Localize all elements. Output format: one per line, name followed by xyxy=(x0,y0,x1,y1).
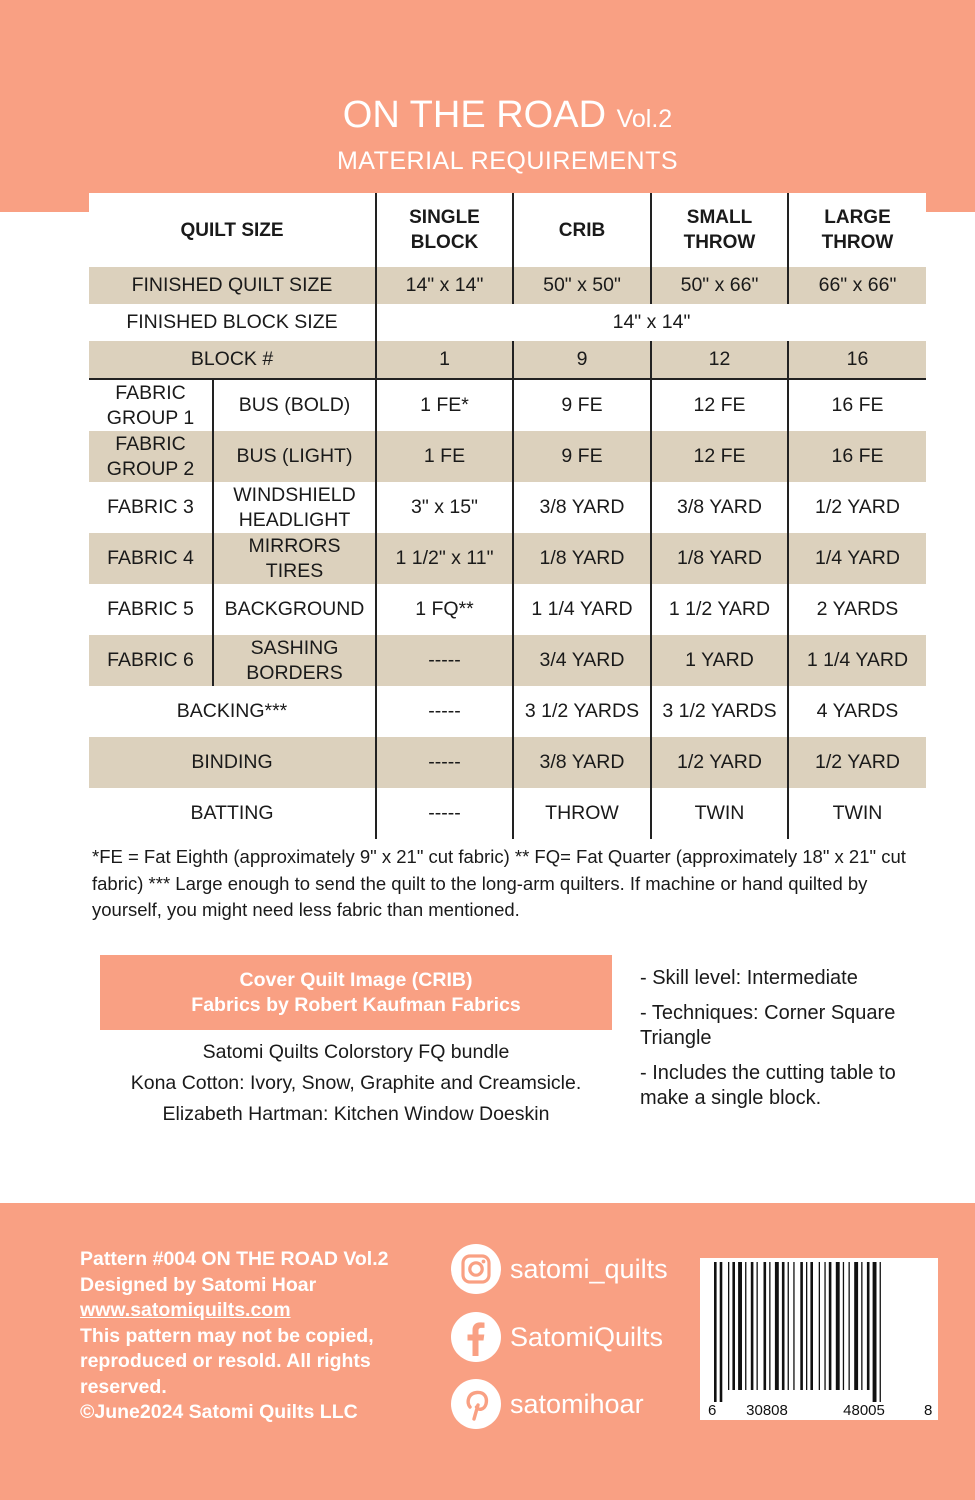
barcode-bar xyxy=(793,1262,794,1390)
barcode-bar xyxy=(757,1262,758,1390)
barcode-digit-last: 8 xyxy=(924,1402,933,1419)
cover-fabric-list xyxy=(100,1040,612,1133)
page-title: ON THE ROAD Vol.2 xyxy=(342,94,673,136)
fabric-line: Kona Cotton: Ivory, Snow, Graphite and Creamsicle. xyxy=(130,1072,582,1094)
material-requirements-table xyxy=(89,193,926,839)
fabric-line: Elizabeth Hartman: Kitchen Window Doeskin xyxy=(162,1103,550,1125)
fabric-line: Satomi Quilts Colorstory FQ bundle xyxy=(202,1041,510,1063)
barcode-bar xyxy=(880,1262,881,1402)
large-throw-header: LARGE THROW xyxy=(788,193,926,267)
page-subtitle: MATERIAL REQUIREMENTS xyxy=(336,147,679,175)
barcode-bar xyxy=(788,1262,789,1390)
barcode-bar xyxy=(751,1262,754,1390)
skill-level-note: - Skill level: Intermediate xyxy=(640,967,858,989)
fabric-row-group1: FABRIC GROUP 1 BUS (BOLD) 1 FE* 9 FE 12 FE 16 FE xyxy=(89,379,926,431)
single-block-header: SINGLE BLOCK xyxy=(376,193,513,267)
barcode-digits-right: 48005 xyxy=(843,1402,885,1419)
table-footnote: *FE = Fat Eighth (approximately 9" x 21" cut fabric) ** FQ= Fat Quarter (approximately 18" x 21" cut fabric) *** Large enough to send the quilt to the long-arm quilters. If machine or hand quilted by yourself, you might need less fabric than mentioned. xyxy=(92,846,906,920)
instagram-link[interactable] xyxy=(450,1243,700,1295)
pattern-notes xyxy=(640,966,930,1121)
pinterest-link[interactable] xyxy=(450,1378,700,1430)
backing-row: BACKING*** ----- 3 1/2 YARDS 3 1/2 YARDS 4 YARDS xyxy=(89,686,926,737)
barcode-digits-left: 30808 xyxy=(746,1402,788,1419)
pattern-credits xyxy=(80,1247,450,1426)
cover-quilt-box xyxy=(100,955,612,1030)
crib-header: CRIB xyxy=(513,193,651,267)
fabric-row-group2: FABRIC GROUP 2 BUS (LIGHT) 1 FE 9 FE 12 FE 16 FE xyxy=(89,431,926,482)
barcode-graphic xyxy=(700,1258,938,1420)
pinterest-handle: satomihoar xyxy=(510,1388,644,1419)
techniques-note: - Techniques: Corner Square Triangle xyxy=(640,1001,896,1049)
pattern-number: Pattern #004 ON THE ROAD Vol.2 xyxy=(80,1248,389,1270)
rights-notice: This pattern may not be copied, reproduced or resold. All rights reserved. xyxy=(80,1324,374,1398)
barcode-bar xyxy=(819,1262,820,1390)
fabric-row-5: FABRIC 5 BACKGROUND 1 FQ** 1 1/4 YARD 1 1/2 YARD 2 YARDS xyxy=(89,584,926,635)
batting-row: BATTING ----- THROW TWIN TWIN xyxy=(89,788,926,839)
barcode-bar xyxy=(836,1262,840,1390)
barcode-bar xyxy=(873,1262,877,1402)
barcode-bar xyxy=(720,1262,723,1402)
finished-block-size-row: FINISHED BLOCK SIZE 14" x 14" xyxy=(89,304,926,341)
cutting-table-note: - Includes the cutting table to make a single block. xyxy=(640,1061,896,1109)
fabric-row-6: FABRIC 6 SASHING BORDERS ----- 3/4 YARD 1 YARD 1 1/4 YARD xyxy=(89,635,926,686)
barcode-digit-first: 6 xyxy=(708,1402,717,1419)
barcode-bar xyxy=(728,1262,729,1390)
barcode-bar xyxy=(854,1262,858,1390)
barcode-bar xyxy=(714,1262,717,1402)
barcode-bar xyxy=(738,1262,742,1390)
designer-credit: Designed by Satomi Hoar xyxy=(80,1273,317,1296)
barcode-bar xyxy=(861,1262,862,1390)
table-header-row xyxy=(89,193,926,267)
copyright-notice: ©June2024 Satomi Quilts LLC xyxy=(80,1401,358,1423)
fabric-row-4: FABRIC 4 MIRRORS TIRES 1 1/2" x 11" 1/8 YARD 1/8 YARD 1/4 YARD xyxy=(89,533,926,584)
quilt-size-header: QUILT SIZE xyxy=(180,219,284,241)
barcode-bar xyxy=(732,1262,735,1390)
facebook-link[interactable] xyxy=(450,1311,700,1363)
barcode-bar xyxy=(764,1262,767,1390)
barcode-bar xyxy=(775,1262,779,1390)
barcode-bar xyxy=(745,1262,746,1390)
fabric-row-3: FABRIC 3 WINDSHIELD HEADLIGHT 3" x 15" 3/8 YARD 3/8 YARD 1/2 YARD xyxy=(89,482,926,533)
cover-fabric-brand: Fabrics by Robert Kaufman Fabrics xyxy=(191,993,521,1016)
barcode-bar xyxy=(824,1262,825,1390)
barcode-bar xyxy=(769,1262,770,1390)
barcode-bar xyxy=(849,1262,850,1390)
instagram-handle: satomi_quilts xyxy=(510,1253,668,1284)
barcode-bar xyxy=(829,1262,832,1390)
pinterest-icon xyxy=(450,1378,502,1430)
instagram-icon xyxy=(450,1243,502,1295)
finished-quilt-size-row: FINISHED QUILT SIZE 14" x 14" 50" x 50" 50" x 66" 66" x 66" xyxy=(89,267,926,304)
facebook-handle: SatomiQuilts xyxy=(510,1321,664,1352)
barcode-bar xyxy=(843,1262,844,1390)
cover-title: Cover Quilt Image (CRIB) xyxy=(239,968,473,991)
barcode-bar xyxy=(867,1262,870,1390)
website-link[interactable]: www.satomiquilts.com xyxy=(80,1299,291,1321)
block-count-row: BLOCK # 1 9 12 16 xyxy=(89,341,926,379)
binding-row: BINDING ----- 3/8 YARD 1/2 YARD 1/2 YARD xyxy=(89,737,926,788)
barcode-bar xyxy=(782,1262,785,1390)
barcode-bar xyxy=(810,1262,813,1390)
barcode-bar xyxy=(800,1262,803,1390)
upc-barcode xyxy=(700,1258,938,1420)
facebook-icon xyxy=(450,1311,502,1363)
barcode-bar xyxy=(806,1262,807,1390)
small-throw-header: SMALL THROW xyxy=(651,193,788,267)
